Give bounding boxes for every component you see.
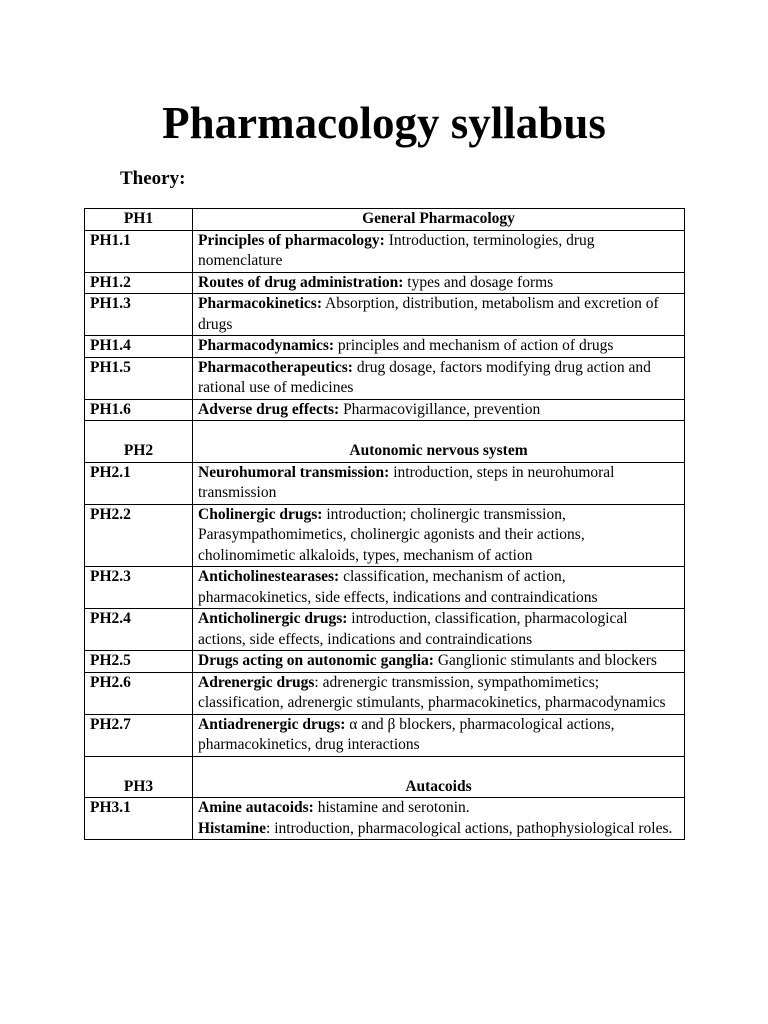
topic-row <box>85 567 685 609</box>
topic-title: Pharmacodynamics: <box>198 337 335 354</box>
topic-description: Pharmacovigillance, prevention <box>339 400 541 418</box>
topic-cell <box>193 567 685 609</box>
topic-row <box>85 230 685 272</box>
topic-title: Pharmacotherapeutics: <box>198 358 353 376</box>
topic-cell <box>193 798 685 840</box>
topic-row <box>85 504 685 567</box>
topic-description: Introduction, terminologies, drug nomenclature <box>198 231 595 269</box>
topic-description: classification, mechanism of action, pharmacokinetics, side effects, indications and contraindications <box>198 568 598 606</box>
topic-code: PH1.2 <box>85 272 193 294</box>
section-heading: Theory: <box>120 168 186 189</box>
topic-description: α and β blockers, pharmacological actions, pharmacokinetics, drug interactions <box>198 715 615 753</box>
topic-row <box>85 357 685 399</box>
topic-title: Antiadrenergic drugs: <box>198 715 346 733</box>
topic-cell <box>193 294 685 336</box>
topic-code: PH2.1 <box>85 462 193 504</box>
module-code: PH2 <box>85 421 193 463</box>
module-row <box>85 209 685 231</box>
topic-description: Ganglionic stimulants and blockers <box>433 652 657 669</box>
topic-cell <box>193 230 685 272</box>
topic-description: histamine and serotonin. <box>313 799 470 816</box>
topic-row <box>85 462 685 504</box>
topic-code: PH3.1 <box>85 798 193 840</box>
module-row <box>85 421 685 463</box>
topic-description: introduction, steps in neurohumoral transmission <box>198 463 615 501</box>
topic-cell <box>193 504 685 567</box>
module-name: Autacoids <box>193 756 685 798</box>
topic-row <box>85 609 685 651</box>
topic-row <box>85 294 685 336</box>
module-name: Autonomic nervous system <box>193 421 685 463</box>
topic-description: introduction, classification, pharmacological actions, side effects, indications and contraindications <box>198 610 628 648</box>
topic-cell <box>193 714 685 756</box>
topic-subdescription: : introduction, pharmacological actions, pathophysiological roles. <box>266 819 673 837</box>
topic-code: PH1.6 <box>85 399 193 421</box>
topic-description: principles and mechanism of action of drugs <box>334 337 614 354</box>
topic-title: Routes of drug administration: <box>198 273 404 291</box>
topic-cell <box>193 272 685 294</box>
topic-cell <box>193 672 685 714</box>
topic-code: PH2.5 <box>85 651 193 673</box>
module-name: General Pharmacology <box>193 209 685 231</box>
topic-cell <box>193 462 685 504</box>
topic-description: types and dosage forms <box>403 273 554 291</box>
topic-title: Amine autacoids: <box>198 799 314 816</box>
topic-code: PH2.2 <box>85 504 193 567</box>
topic-title: Anticholinestearases: <box>198 568 340 585</box>
topic-description: Absorption, distribution, metabolism and excretion of drugs <box>198 295 659 333</box>
topic-code: PH2.4 <box>85 609 193 651</box>
topic-row <box>85 399 685 421</box>
topic-description: introduction; cholinergic transmission, Parasympathomimetics, cholinergic agonists and their actions, cholinomimetic alkaloids, types, mechanism of action <box>198 505 585 564</box>
topic-title: Drugs acting on autonomic ganglia: <box>198 652 434 669</box>
topic-code: PH1.3 <box>85 294 193 336</box>
topic-cell <box>193 651 685 673</box>
syllabus-table <box>84 208 685 840</box>
topic-row <box>85 336 685 358</box>
topic-row <box>85 672 685 714</box>
module-code: PH1 <box>85 209 193 231</box>
topic-code: PH1.5 <box>85 357 193 399</box>
topic-cell <box>193 609 685 651</box>
topic-code: PH2.6 <box>85 672 193 714</box>
topic-subtitle: Histamine <box>198 819 267 837</box>
topic-title: Adverse drug effects: <box>198 400 340 418</box>
topic-description: drug dosage, factors modifying drug action and rational use of medicines <box>198 358 651 396</box>
topic-title: Adrenergic drugs <box>198 673 315 691</box>
topic-title: Anticholinergic drugs: <box>198 610 348 627</box>
topic-title: Pharmacokinetics: <box>198 295 322 312</box>
topic-row <box>85 272 685 294</box>
module-code: PH3 <box>85 756 193 798</box>
topic-code: PH2.7 <box>85 714 193 756</box>
topic-code: PH1.1 <box>85 230 193 272</box>
topic-cell <box>193 399 685 421</box>
page-title: Pharmacology syllabus <box>162 98 606 148</box>
topic-cell <box>193 357 685 399</box>
topic-row <box>85 714 685 756</box>
topic-code: PH2.3 <box>85 567 193 609</box>
topic-title: Principles of pharmacology: <box>198 231 385 249</box>
topic-row <box>85 651 685 673</box>
module-row <box>85 756 685 798</box>
topic-code: PH1.4 <box>85 336 193 358</box>
topic-row <box>85 798 685 840</box>
topic-title: Cholinergic drugs: <box>198 505 323 523</box>
topic-title: Neurohumoral transmission: <box>198 463 390 481</box>
topic-cell <box>193 336 685 358</box>
topic-description: : adrenergic transmission, sympathomimetics; classification, adrenergic stimulants, pharmacokinetics, pharmacodynamics <box>198 673 666 711</box>
